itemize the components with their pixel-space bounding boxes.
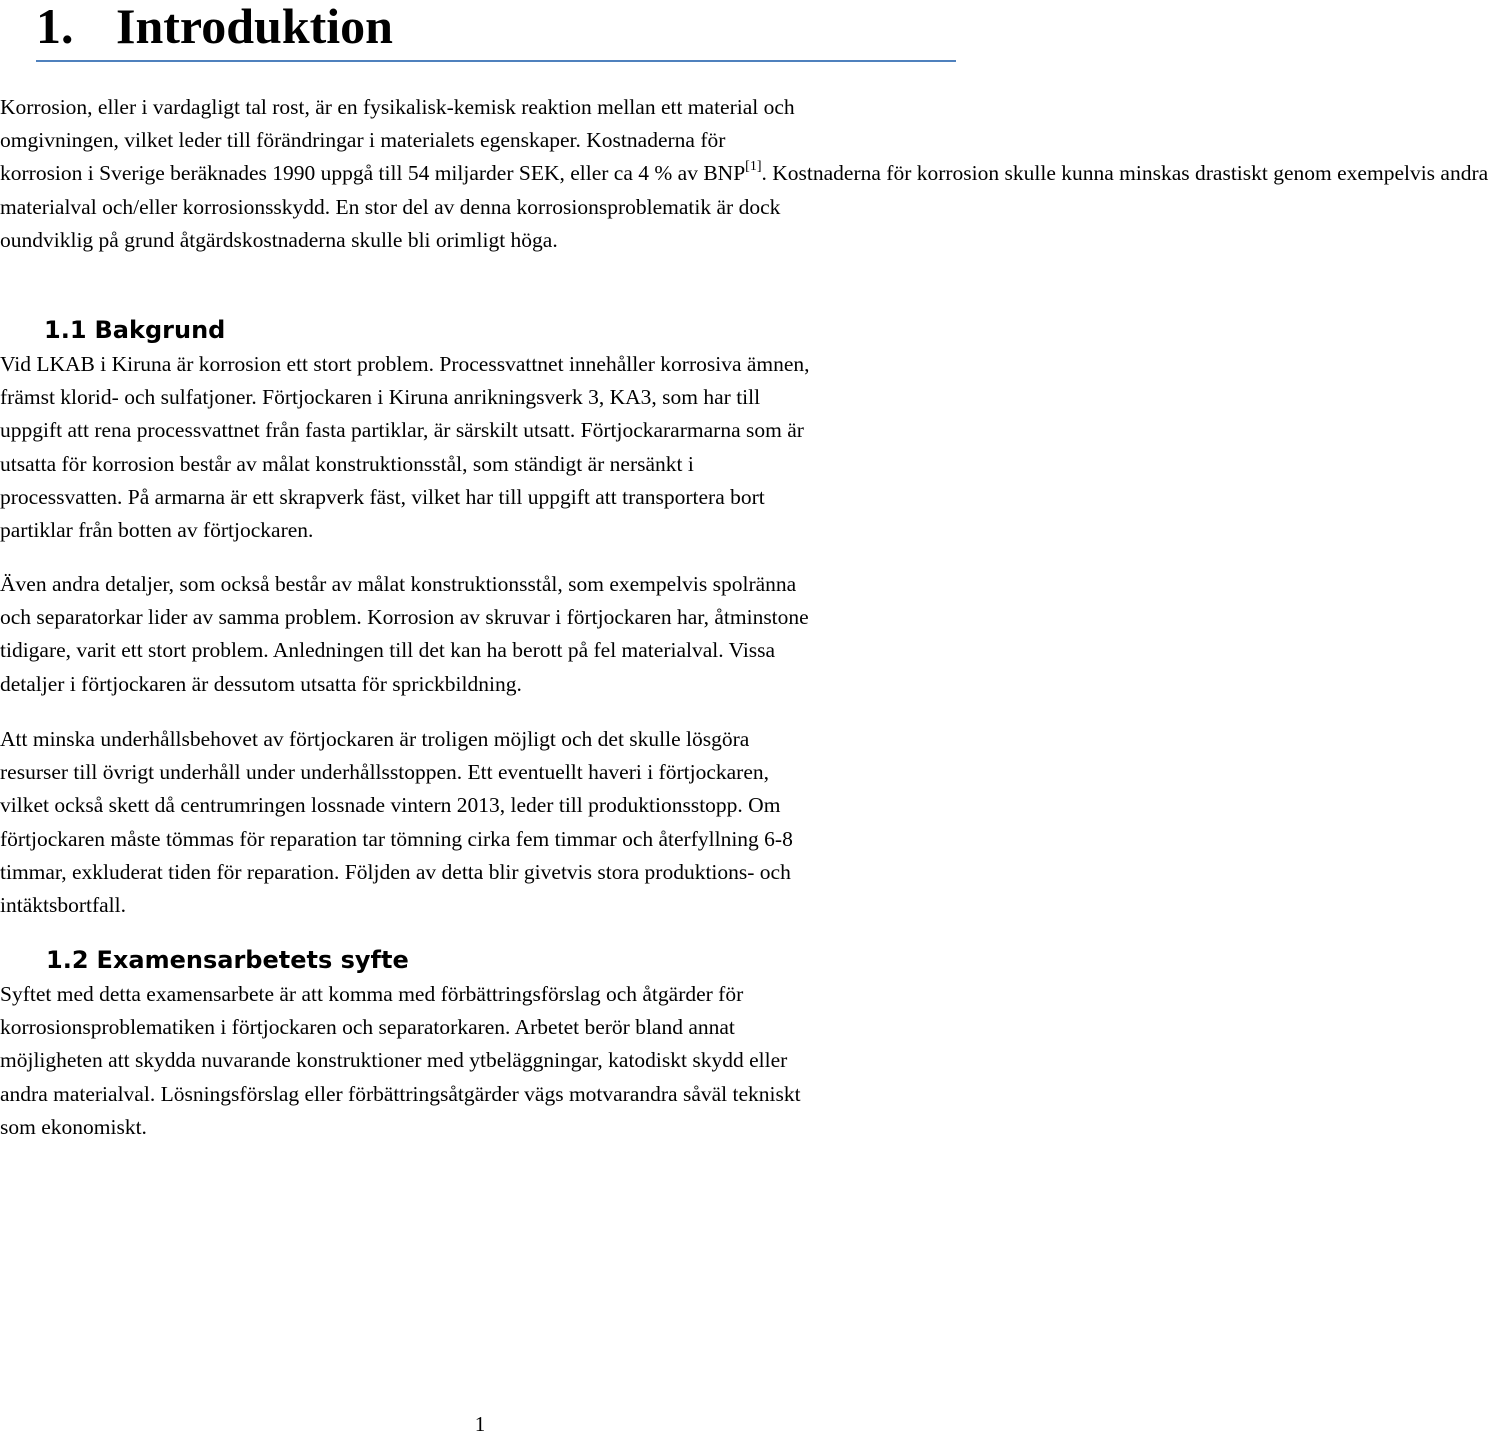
text-line: tidigare, varit ett stort problem. Anledningen till det kan ha berott på fel materialval. Vissa — [0, 638, 776, 663]
text-line: omgivningen, vilket leder till förändringar i materialets egenskaper. Kostnaderna för — [0, 128, 726, 153]
text-line: materialval och/eller korrosionsskydd. En stor del av denna korrosionsproblematik är dock — [0, 194, 781, 219]
text-line: och separatorkar lider av samma problem. Korrosion av skruvar i förtjockaren har, åtminstone — [0, 605, 809, 630]
text-line: utsatta för korrosion består av målat konstruktionsstål, som ständigt är nersänkt i — [0, 451, 694, 476]
heading-underline — [36, 60, 956, 62]
text-line: detaljer i förtjockaren är dessutom utsatta för sprickbildning. — [0, 671, 522, 696]
text-line: intäktsbortfall. — [0, 893, 126, 918]
text-line: möjligheten att skydda nuvarande konstruktioner med ytbeläggningar, katodiskt skydd eller — [0, 1048, 788, 1073]
text-line: korrosionsproblematiken i förtjockaren och separatorkaren. Arbetet berör bland annat — [0, 1015, 735, 1040]
section-title: Bakgrund — [94, 316, 226, 344]
text-line: Att minska underhållsbehovet av förtjockaren är troligen möjligt och det skulle lösgöra — [0, 727, 750, 751]
text-line: resurser till övrigt underhåll under underhållsstoppen. Ett eventuellt haveri i förtjockaren, — [0, 760, 769, 785]
section-number: 1.1 — [44, 316, 87, 344]
section-title: Examensarbetets syfte — [96, 946, 409, 974]
text-line: främst klorid- och sulfatjoner. Förtjockaren i Kiruna anrikningsverk 3, KA3, som har till — [0, 385, 761, 410]
text-line: timmar, exkluderat tiden för reparation. Följden av detta blir givetvis stora produktions- och — [0, 859, 791, 884]
bakgrund-paragraph-1 — [0, 348, 945, 547]
section-heading-bakgrund — [44, 315, 225, 345]
chapter-number: 1. — [36, 0, 74, 54]
text-line — [0, 157, 1488, 190]
text-line: Syftet med detta examensarbete är att komma med förbättringsförslag och åtgärder för — [0, 982, 744, 1006]
text-line: Korrosion, eller i vardagligt tal rost, är en fysikalisk-kemisk reaktion mellan ett material och — [0, 95, 795, 119]
text-line: Vid LKAB i Kiruna är korrosion ett stort problem. Processvattnet innehåller korrosiva ämnen, — [0, 352, 810, 376]
bakgrund-paragraph-2 — [0, 568, 945, 701]
section-heading-syfte — [46, 945, 409, 975]
chapter-heading — [36, 0, 956, 54]
section-number: 1.2 — [46, 946, 89, 974]
text-line-segment: . Kostnaderna för korrosion skulle kunna minskas drastiskt genom exempelvis andra — [761, 161, 1488, 186]
text-line: oundviklig på grund åtgärdskostnaderna skulle bli orimligt höga. — [0, 227, 558, 252]
page-number: 1 — [474, 1412, 486, 1436]
syfte-paragraph — [0, 978, 945, 1144]
text-line: vilket också skett då centrumringen lossnade vintern 2013, leder till produktionsstopp. Om — [0, 793, 781, 818]
text-line: andra materialval. Lösningsförslag eller förbättringsåtgärder vägs motvarandra såväl tekniskt — [0, 1081, 801, 1106]
bakgrund-paragraph-3 — [0, 723, 945, 922]
text-line: partiklar från botten av förtjockaren. — [0, 518, 314, 543]
text-line: som ekonomiskt. — [0, 1114, 147, 1139]
text-line: processvatten. På armarna är ett skrapverk fäst, vilket har till uppgift att transportera bort — [0, 484, 765, 509]
text-line: förtjockaren måste tömmas för reparation tar tömning cirka fem timmar och återfyllning 6-8 — [0, 826, 793, 851]
chapter-title: Introduktion — [116, 0, 393, 54]
text-line: uppgift att rena processvattnet från fasta partiklar, är särskilt utsatt. Förtjockararmarna som är — [0, 418, 804, 443]
citation-marker: [1] — [745, 159, 762, 175]
text-line-segment: korrosion i Sverige beräknades 1990 uppgå till 54 miljarder SEK, eller ca 4 % av BNP — [0, 161, 746, 186]
intro-paragraph — [0, 91, 1488, 257]
text-line: Även andra detaljer, som också består av målat konstruktionsstål, som exempelvis spolränna — [0, 572, 797, 596]
